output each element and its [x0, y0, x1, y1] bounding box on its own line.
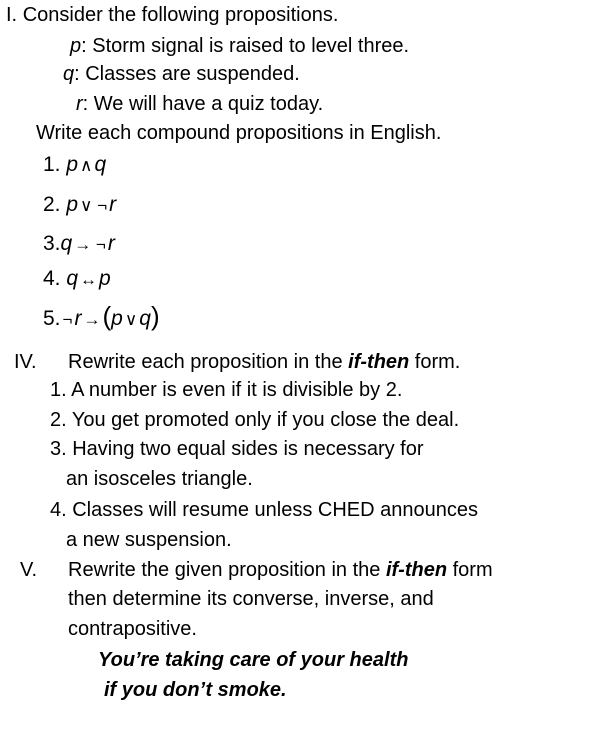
and-symbol: ∧ — [80, 156, 93, 175]
given-proposition-line-1: You’re taking care of your health — [98, 649, 409, 671]
var-p: p — [66, 153, 79, 176]
proposition-q — [63, 62, 300, 86]
compound-item-4 — [43, 267, 111, 292]
given-proposition-line-2: if you don’t smoke. — [104, 679, 287, 701]
var-p: p — [111, 307, 123, 330]
section-5-line-3: contrapositive. — [68, 618, 197, 640]
iff-symbol: ↔ — [80, 270, 98, 289]
compound-item-2 — [43, 193, 116, 218]
rewrite-item-1: 1. A number is even if it is divisible by 2. — [50, 379, 403, 401]
or-not-symbol: ∨ ¬ — [80, 196, 108, 215]
var-r: r — [109, 193, 117, 216]
instruction-post: form — [447, 559, 493, 581]
section-1-numeral: I. — [6, 4, 18, 26]
proposition-r — [76, 92, 323, 116]
item-number: 4. — [43, 267, 61, 290]
section-4-numeral: IV. — [14, 351, 37, 373]
item-number: 5. — [43, 307, 61, 330]
var-r: r — [107, 232, 115, 255]
proposition-text: : Storm signal is raised to level three. — [81, 35, 410, 57]
proposition-text: : Classes are suspended. — [74, 63, 300, 85]
section-1-intro: Consider the following propositions. — [22, 4, 339, 26]
instruction-post: form. — [409, 351, 461, 373]
rewrite-item-3: 3. Having two equal sides is necessary for — [50, 438, 424, 460]
proposition-var: q — [63, 63, 75, 85]
compound-item-1 — [43, 153, 106, 178]
implies-symbol: → — [83, 310, 101, 329]
item-number: 1. — [43, 153, 61, 176]
not-symbol: ¬ — [62, 310, 73, 329]
section-1-instruction: Write each compound propositions in English. — [36, 122, 442, 144]
var-q: q — [66, 267, 79, 290]
implies-not-symbol: → ¬ — [74, 235, 106, 254]
item-number: 2. — [43, 193, 61, 216]
var-q: q — [94, 153, 107, 176]
item-number: 3. — [43, 232, 61, 255]
or-symbol: ∨ — [124, 310, 138, 329]
rewrite-item-4: 4. Classes will resume unless CHED announces — [50, 499, 478, 521]
rewrite-item-3-cont: an isosceles triangle. — [66, 468, 253, 490]
proposition-text: : We will have a quiz today. — [82, 93, 324, 115]
var-p: p — [99, 267, 111, 290]
proposition-p — [70, 34, 409, 58]
rewrite-item-4-cont: a new suspension. — [66, 529, 232, 551]
var-r: r — [74, 307, 82, 330]
var-q: q — [60, 232, 73, 255]
section-5-numeral: V. — [20, 559, 38, 581]
proposition-var: p — [70, 35, 82, 57]
compound-item-3 — [43, 232, 115, 257]
instruction-pre: Rewrite each proposition in the — [68, 351, 349, 373]
if-then-emphasis: if-then — [348, 351, 410, 373]
rewrite-item-2: 2. You get promoted only if you close the deal. — [50, 409, 460, 431]
section-5-instruction — [68, 558, 493, 582]
right-paren: ) — [150, 301, 160, 331]
section-4-instruction — [68, 350, 460, 374]
left-paren: ( — [102, 301, 112, 331]
section-1-heading — [6, 3, 338, 27]
if-then-emphasis: if-then — [385, 559, 448, 581]
compound-item-5 — [43, 301, 160, 332]
section-5-line-2: then determine its converse, inverse, and — [68, 588, 434, 610]
var-p: p — [66, 193, 79, 216]
var-q: q — [139, 307, 151, 330]
instruction-pre: Rewrite the given proposition in the — [68, 559, 386, 581]
proposition-var: r — [76, 93, 83, 115]
